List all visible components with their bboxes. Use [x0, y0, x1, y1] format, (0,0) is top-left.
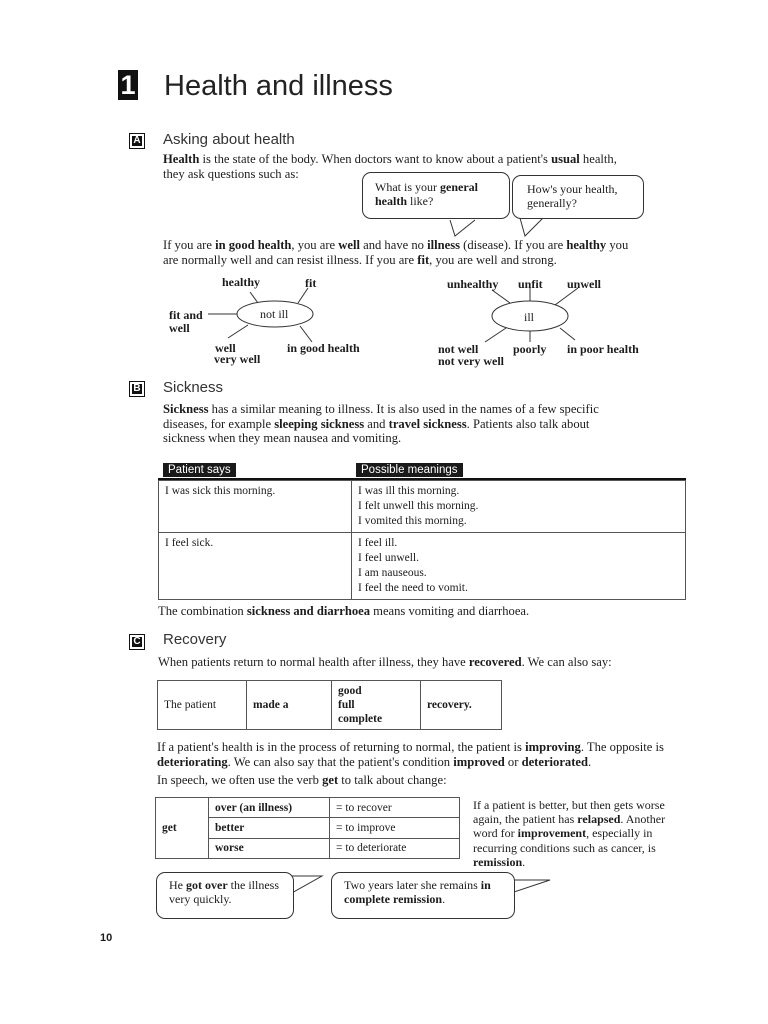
speech-bubble-general-health: What is your general health like? [362, 172, 510, 219]
table-cell [332, 681, 421, 730]
table-row [159, 481, 686, 533]
table-cell: get [156, 798, 209, 859]
meaning-line: I felt unwell this morning. [358, 500, 479, 512]
diagram-center-not-ill: not ill [260, 307, 289, 321]
sickness-header-possible-meanings: Possible meanings [356, 460, 463, 478]
diagram-word-fit: fit [305, 276, 317, 290]
unit-title: Health and illness [164, 70, 393, 102]
section-c-para3: In speech, we often use the verb get to talk about change: [157, 773, 447, 787]
diagram-word-healthy: healthy [222, 275, 261, 289]
meaning-line: I was ill this morning. [358, 485, 460, 497]
diagram-word-unwell: unwell [567, 277, 602, 291]
table-cell: The patient [158, 681, 247, 730]
diagram-word-unfit: unfit [518, 277, 543, 291]
section-c-intro: When patients return to normal health after illness, they have recovered. We can also say: [158, 655, 612, 669]
section-c-para2: If a patient's health is in the process of returning to normal, the patient is improving. The opposite is deteriorating. We can also say that the patient's condition improved or deteriorated. [157, 740, 664, 769]
diagram-word-very-well: very well [214, 352, 261, 366]
table-cell: recovery. [421, 681, 502, 730]
diagram-word-poorly: poorly [513, 342, 547, 356]
table-cell [352, 533, 686, 600]
diagram-word-in-good-health: in good health [287, 341, 360, 355]
adjective: full [338, 699, 355, 711]
diagram-word-fit-and-well: fit and well [169, 308, 203, 335]
diagram-word-in-poor-health: in poor health [567, 342, 639, 356]
get-table [155, 797, 460, 859]
section-a-intro: Health is the state of the body. When doctors want to know about a patient's usual health, they ask questions such as: [163, 152, 617, 181]
sickness-header-patient-says: Patient says [163, 460, 236, 478]
diagram-center-ill: ill [524, 310, 535, 324]
section-b-title: Sickness [163, 379, 224, 396]
speech-bubble-remission: Two years later she remains in complete remission. [331, 872, 515, 919]
section-a-title: Asking about health [163, 131, 295, 148]
table-row [158, 681, 502, 730]
table-cell [352, 481, 686, 533]
meaning-line: I feel unwell. [358, 552, 419, 564]
section-b-after: The combination sickness and diarrhoea means vomiting and diarrhoea. [158, 604, 530, 618]
table-cell: I was sick this morning. [159, 481, 352, 533]
meaning-line: I feel the need to vomit. [358, 582, 468, 594]
bubble-tail-fill [455, 216, 505, 236]
table-cell: I feel sick. [159, 533, 352, 600]
speech-bubble-got-over: He got over the illness very quickly. [156, 872, 294, 919]
section-a-letter: A [129, 133, 145, 149]
adjective: complete [338, 713, 383, 725]
table-cell: better [209, 818, 330, 838]
meaning-line: I am nauseous. [358, 567, 427, 579]
table-cell: made a [247, 681, 332, 730]
meaning-line: I feel ill. [358, 537, 398, 549]
section-b-para: Sickness has a similar meaning to illness. It is also used in the names of a few specific diseases, for example sleeping sickness and travel sickness. Patients also talk about sickness when they mean nausea and vomiting. [163, 402, 599, 445]
table-row [156, 798, 460, 818]
table-cell: = to recover [330, 798, 460, 818]
table-cell: = to deteriorate [330, 838, 460, 858]
diagram-word-well: well [215, 341, 236, 355]
table-cell: worse [209, 838, 330, 858]
diagram-word-not-well: not well [438, 342, 479, 356]
table-cell: = to improve [330, 818, 460, 838]
section-a-para2: If you are in good health, you are well and have no illness (disease). If you are healthy you are normally well and can resist illness. If you are fit, you are well and strong. [163, 238, 629, 267]
meaning-line: I vomited this morning. [358, 515, 467, 527]
section-c-letter: C [129, 634, 145, 650]
sickness-table [158, 480, 686, 600]
adjective: good [338, 685, 362, 697]
page-number: 10 [100, 932, 113, 944]
section-b-letter: B [129, 381, 145, 397]
speech-bubble-how-health: How's your health, generally? [512, 175, 644, 219]
table-cell: over (an illness) [209, 798, 330, 818]
unit-number: 1 [118, 70, 138, 100]
table-row [159, 533, 686, 600]
recovery-table [157, 680, 502, 730]
section-c-title: Recovery [163, 631, 227, 648]
diagram-word-unhealthy: unhealthy [447, 277, 499, 291]
section-c-side-note: If a patient is better, but then gets worse again, the patient has relapsed. Another word for improvement, especially in recurring conditions such as cancer, is remission. [473, 798, 666, 869]
diagram-word-not-very-well: not very well [438, 354, 504, 368]
